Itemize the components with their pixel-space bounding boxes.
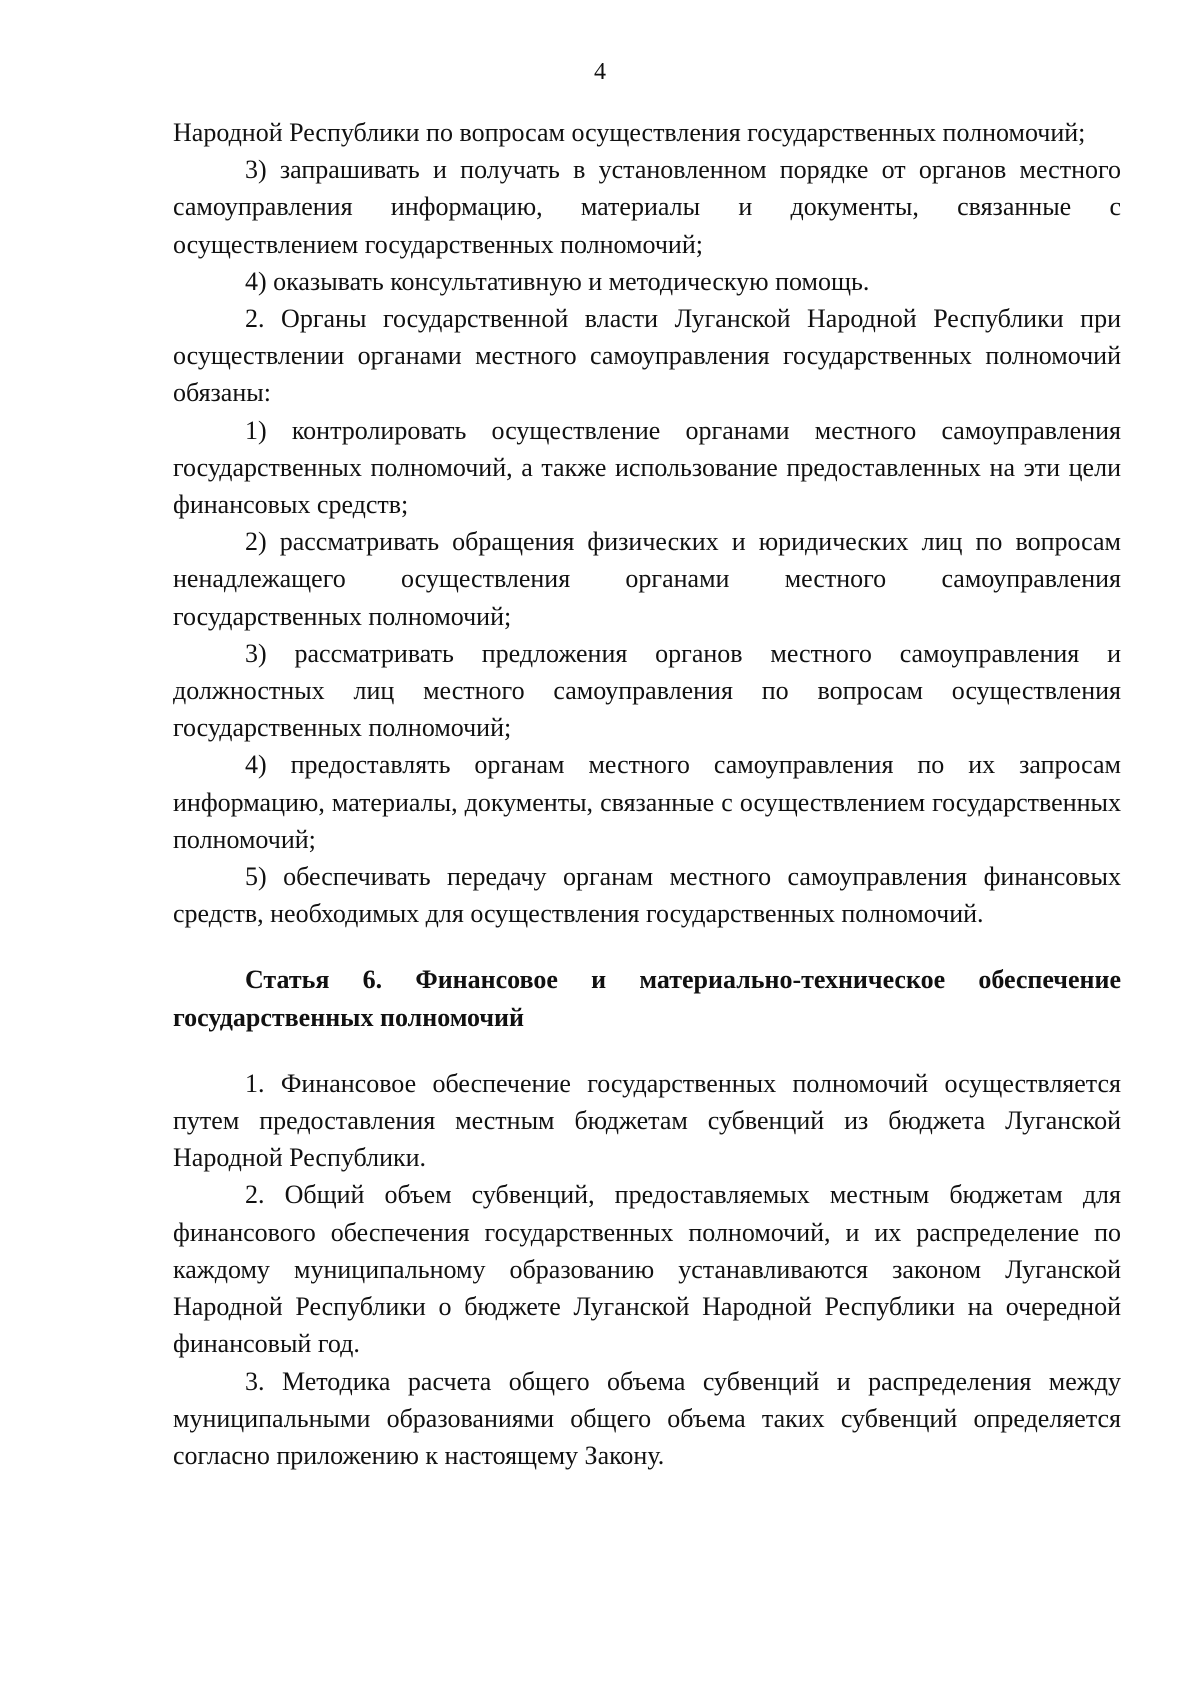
paragraph: 3. Методика расчета общего объема субвенций и распределения между муниципальными образованиями общего объема таких субвенций определяется согласно приложению к настоящему Закону. bbox=[173, 1366, 1121, 1470]
document-body bbox=[173, 114, 1121, 1474]
list-item: 5) обеспечивать передачу органам местного самоуправления финансовых средств, необходимых для осуществления государственных полномочий. bbox=[173, 862, 1121, 929]
list-item: 1) контролировать осуществление органами местного самоуправления государственных полномочий, а также использование предоставленных на эти цели финансовых средств; bbox=[173, 415, 1121, 520]
list-item: 3) запрашивать и получать в установленном порядке от органов местного самоуправления информацию, материалы и документы, связанные с осуществлением государственных полномочий; bbox=[173, 155, 1121, 259]
paragraph: 2. Общий объем субвенций, предоставляемых местным бюджетам для финансового обеспечения государственных полномочий, и их распределение по каждому муниципальному образованию устанавливаются законом Луганской Народной Республики о бюджете Луганской Народной Республики на очередной финансовый год. bbox=[173, 1180, 1121, 1359]
paragraph: 2. Органы государственной власти Луганской Народной Республики при осуществлении органами местного самоуправления государственных полномочий обязаны: bbox=[173, 304, 1121, 408]
list-item: 2) рассматривать обращения физических и юридических лиц по вопросам ненадлежащего осуществления органами местного самоуправления государственных полномочий; bbox=[173, 527, 1121, 631]
page-number: 4 bbox=[594, 59, 606, 85]
paragraph-continuation: Народной Республики по вопросам осуществления государственных полномочий; bbox=[173, 118, 1086, 147]
list-item: 4) предоставлять органам местного самоуправления по их запросам информацию, материалы, документы, связанные с осуществлением государственных полномочий; bbox=[173, 750, 1121, 854]
list-item: 4) оказывать консультативную и методическую помощь. bbox=[245, 266, 870, 296]
list-item: 3) рассматривать предложения органов местного самоуправления и должностных лиц местного самоуправления по вопросам осуществления государственных полномочий; bbox=[173, 638, 1121, 743]
paragraph: 1. Финансовое обеспечение государственных полномочий осуществляется путем предоставления местным бюджетам субвенций из бюджета Луганской Народной Республики. bbox=[173, 1068, 1121, 1173]
article-heading: Статья 6. Финансовое и материально-техническое обеспечение государственных полномочий bbox=[173, 965, 1121, 1032]
